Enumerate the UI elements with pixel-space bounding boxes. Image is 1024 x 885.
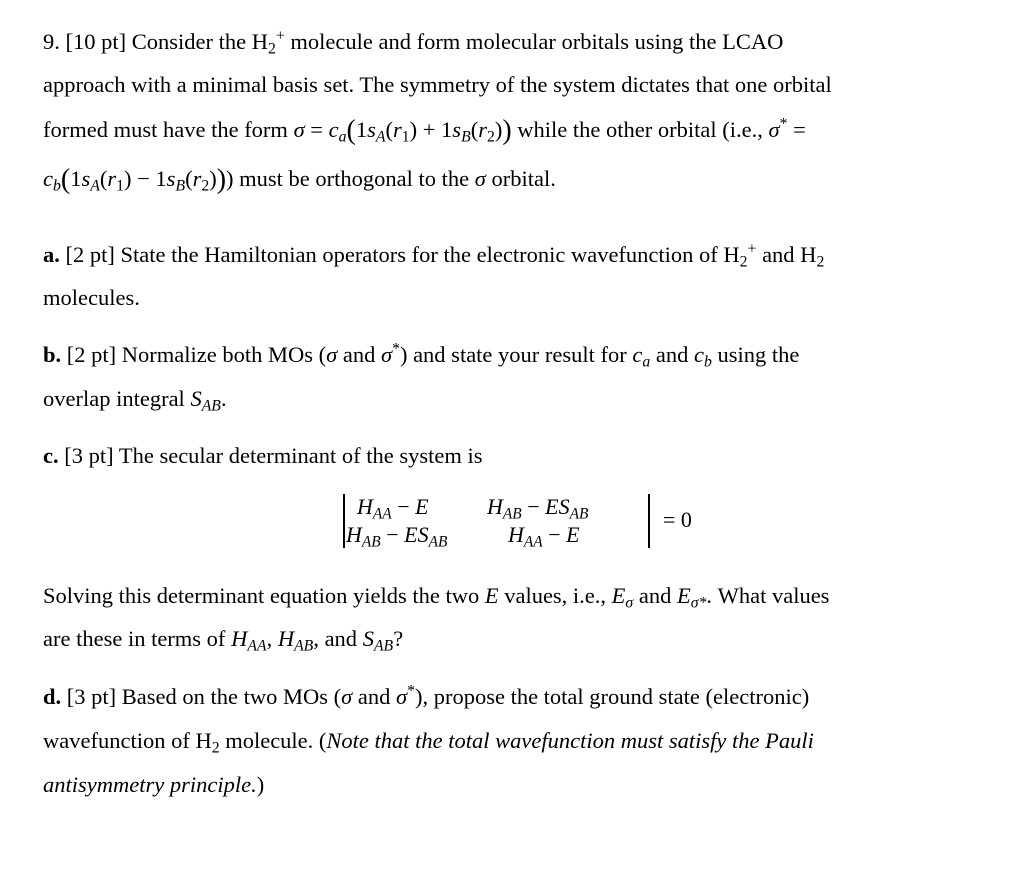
intro-line-4: $c_b(1s_A(r_1) - 1s_B(r_2))$) must be orthogonal to the σ orbital. (43, 164, 556, 195)
part-c-line-2: Solving this determinant equation yields the two E values, i.e., $E_\sigma$ and $E_{\sigma*}$. What values (43, 583, 830, 612)
determinant-equals: = 0 (663, 507, 692, 532)
part-a-line-2: molecules. (43, 285, 140, 310)
intro-line-3: formed must have the form $\sigma = c_a(1s_A(r_1) + 1s_B(r_2))$ while the other orbital (i.e., σ* = (43, 115, 806, 146)
part-b-line-1: b. [2 pt] Normalize both MOs (σ and σ*) and state your result for $c_a$ and $c_b$ using the (43, 340, 800, 371)
det-cell-12: $H_{AB} - ES_{AB}$ (487, 494, 589, 523)
intro-line-1: 9. [10 pt] Consider the $H_2^+$ molecule and form molecular orbitals using the LCAO (43, 27, 784, 58)
part-d-line-1: d. [3 pt] Based on the two MOs (σ and σ*), propose the total ground state (electronic) (43, 682, 810, 709)
det-cell-21: $H_{AB} - ES_{AB}$ (346, 522, 448, 551)
secular-determinant (343, 492, 783, 552)
part-a-line-1: a. [2 pt] State the Hamiltonian operators for the electronic wavefunction of $H_2^+$ and $H_2$ (43, 240, 825, 271)
part-c-line-3: are these in terms of $H_{AA}$, $H_{AB}$, and $S_{AB}$? (43, 626, 404, 655)
determinant-right-bar (648, 494, 650, 548)
det-cell-22: $H_{AA} - E$ (508, 522, 580, 551)
part-b-line-2: overlap integral $S_{AB}$. (43, 386, 227, 415)
part-c-line-1: c. [3 pt] The secular determinant of the system is (43, 443, 483, 468)
det-cell-11: $H_{AA} - E$ (357, 494, 429, 523)
determinant-left-bar (343, 494, 345, 548)
part-d-line-3: antisymmetry principle.) (43, 772, 265, 797)
part-d-line-2: wavefunction of $H_2$ molecule. (Note that the total wavefunction must satisfy the Pauli (43, 728, 814, 757)
intro-line-2: approach with a minimal basis set. The symmetry of the system dictates that one orbital (43, 72, 832, 97)
